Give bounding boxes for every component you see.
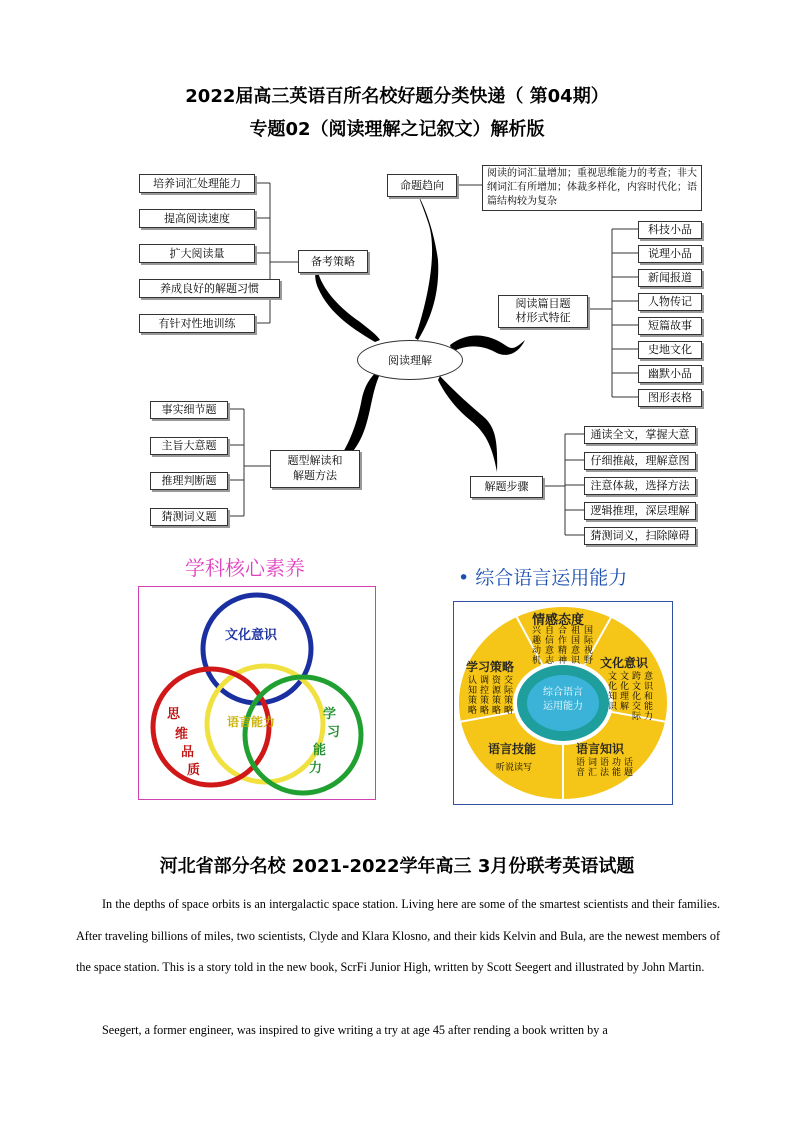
attitude-col: 祖国意识 bbox=[571, 626, 581, 666]
strategy-columns bbox=[468, 676, 513, 716]
culture-col: 文化理解 bbox=[620, 672, 630, 712]
method-label-line2: 解题方法 bbox=[293, 469, 337, 482]
steps-node: 解题步骤 bbox=[470, 476, 543, 498]
culture-label: 文化意识 bbox=[225, 628, 278, 643]
method-item: 事实细节题 bbox=[150, 401, 228, 419]
language-ability-title bbox=[458, 563, 627, 590]
attitude-col: 自信意志 bbox=[545, 626, 555, 666]
attitude-col: 合作精神 bbox=[558, 626, 568, 666]
culture-col: 意识和能力 bbox=[644, 672, 654, 722]
learning-char: 习 bbox=[327, 725, 341, 740]
thinking-char: 质 bbox=[187, 763, 201, 778]
document-subtitle: 专题02（阅读理解之记叙文）解析版 bbox=[249, 119, 545, 140]
genre-item: 史地文化 bbox=[638, 341, 702, 359]
document-title: 2022届高三英语百所名校好题分类快递（ 第04期） bbox=[185, 86, 609, 107]
core-literacy-title: 学科核心素养 bbox=[185, 556, 305, 580]
prep-item: 提高阅读速度 bbox=[139, 209, 255, 228]
genre-node bbox=[498, 295, 588, 328]
knowledge-columns bbox=[576, 758, 634, 778]
language-ability-title-text: 综合语言运用能力 bbox=[475, 567, 628, 589]
wheel-center-line2: 运用能力 bbox=[543, 701, 583, 712]
strategy-col: 资源策略 bbox=[492, 676, 502, 716]
method-item: 猜测词义题 bbox=[150, 508, 228, 526]
step-item: 逻辑推理，深层理解 bbox=[584, 502, 696, 520]
knowledge-col: 话题 bbox=[624, 758, 634, 778]
prep-item: 养成良好的解题习惯 bbox=[139, 279, 280, 298]
learning-char: 能 bbox=[313, 743, 327, 758]
step-item: 通读全文，掌握大意 bbox=[584, 426, 696, 444]
skills-label: 语言技能 bbox=[488, 742, 537, 756]
mind-map bbox=[0, 0, 794, 540]
strategy-label: 学习策略 bbox=[466, 660, 515, 674]
skills-text: 听说读写 bbox=[496, 763, 533, 773]
method-item: 主旨大意题 bbox=[150, 437, 228, 455]
prep-item: 培养词汇处理能力 bbox=[139, 174, 255, 193]
knowledge-label: 语言知识 bbox=[576, 742, 625, 756]
thinking-char: 品 bbox=[181, 745, 195, 760]
knowledge-col: 语音 bbox=[576, 758, 586, 778]
strategy-col: 交际策略 bbox=[504, 676, 514, 716]
attitude-label: 情感态度 bbox=[532, 613, 585, 628]
strategy-col: 认知策略 bbox=[468, 676, 478, 716]
attitude-columns bbox=[532, 626, 596, 666]
culture-awareness-label: 文化意识 bbox=[600, 656, 649, 670]
learning-char: 学 bbox=[323, 707, 337, 722]
step-item: 仔细推敲，理解意图 bbox=[584, 452, 696, 470]
strategy-col: 调控策略 bbox=[480, 676, 490, 716]
attitude-col: 国际视野 bbox=[584, 626, 594, 666]
genre-label-line1: 阅读篇目题 bbox=[515, 297, 571, 310]
culture-columns bbox=[608, 672, 653, 722]
genre-label-line2: 材形式特征 bbox=[515, 311, 571, 324]
genre-item: 说理小品 bbox=[638, 245, 702, 263]
section-heading: 河北省部分名校 2021-2022学年高三 3月份联考英语试题 bbox=[159, 856, 635, 877]
culture-col: 文化知识 bbox=[608, 672, 618, 712]
genre-item: 短篇故事 bbox=[638, 317, 702, 335]
prep-item: 有针对性地训练 bbox=[139, 314, 255, 333]
wheel-center bbox=[538, 686, 588, 714]
method-node bbox=[270, 450, 360, 488]
wheel-center-line1: 综合语言 bbox=[543, 687, 583, 698]
step-item: 注意体裁，选择方法 bbox=[584, 477, 696, 495]
prep-node: 备考策略 bbox=[298, 250, 368, 273]
thinking-char: 思 bbox=[167, 707, 181, 722]
attitude-col: 兴趣动机 bbox=[532, 626, 542, 666]
knowledge-col: 词汇 bbox=[588, 758, 598, 778]
genre-item: 科技小品 bbox=[638, 221, 702, 239]
language-label: 语言能力 bbox=[227, 715, 276, 729]
method-label-line1: 题型解读和 bbox=[287, 454, 343, 467]
genre-item: 人物传记 bbox=[638, 293, 702, 311]
venn-diagram bbox=[138, 586, 376, 800]
genre-item: 图形表格 bbox=[638, 389, 702, 407]
venn-rings bbox=[139, 587, 375, 799]
culture-col: 跨文化交际 bbox=[632, 672, 642, 722]
knowledge-col: 语法 bbox=[600, 758, 610, 778]
paragraph-1: In the depths of space orbits is an intergalactic space station. Living here are some of the smartest scientists and their families. After traveling billions of miles, two scientists, Clyde and Klara Klosno, and their kids Kelvin and Bula, are the newest members of the space station. This is a story told in the new book, ScrFi Junior High, written by Scott Seegert and illustrated by John Martin. bbox=[76, 897, 720, 974]
thinking-char: 维 bbox=[175, 727, 189, 742]
genre-item: 幽默小品 bbox=[638, 365, 702, 383]
step-item: 猜测词义，扫除障碍 bbox=[584, 527, 696, 545]
learning-char: 力 bbox=[309, 761, 323, 776]
trend-node: 命题趋向 bbox=[387, 174, 457, 197]
ability-wheel bbox=[453, 601, 673, 805]
bullet: • bbox=[458, 567, 470, 589]
trend-note: 阅读的词汇量增加；重视思维能力的考查；非大纲词汇有所增加；体裁多样化，内容时代化；语篇结构较为复杂 bbox=[482, 165, 702, 211]
prep-item: 扩大阅读量 bbox=[139, 244, 255, 263]
method-item: 推理判断题 bbox=[150, 472, 228, 490]
genre-item: 新闻报道 bbox=[638, 269, 702, 287]
knowledge-col: 功能 bbox=[612, 758, 622, 778]
paragraph-2: Seegert, a former engineer, was inspired to give writing a try at age 45 after rending a book written by a bbox=[102, 1023, 608, 1037]
center-node: 阅读理解 bbox=[357, 340, 463, 380]
